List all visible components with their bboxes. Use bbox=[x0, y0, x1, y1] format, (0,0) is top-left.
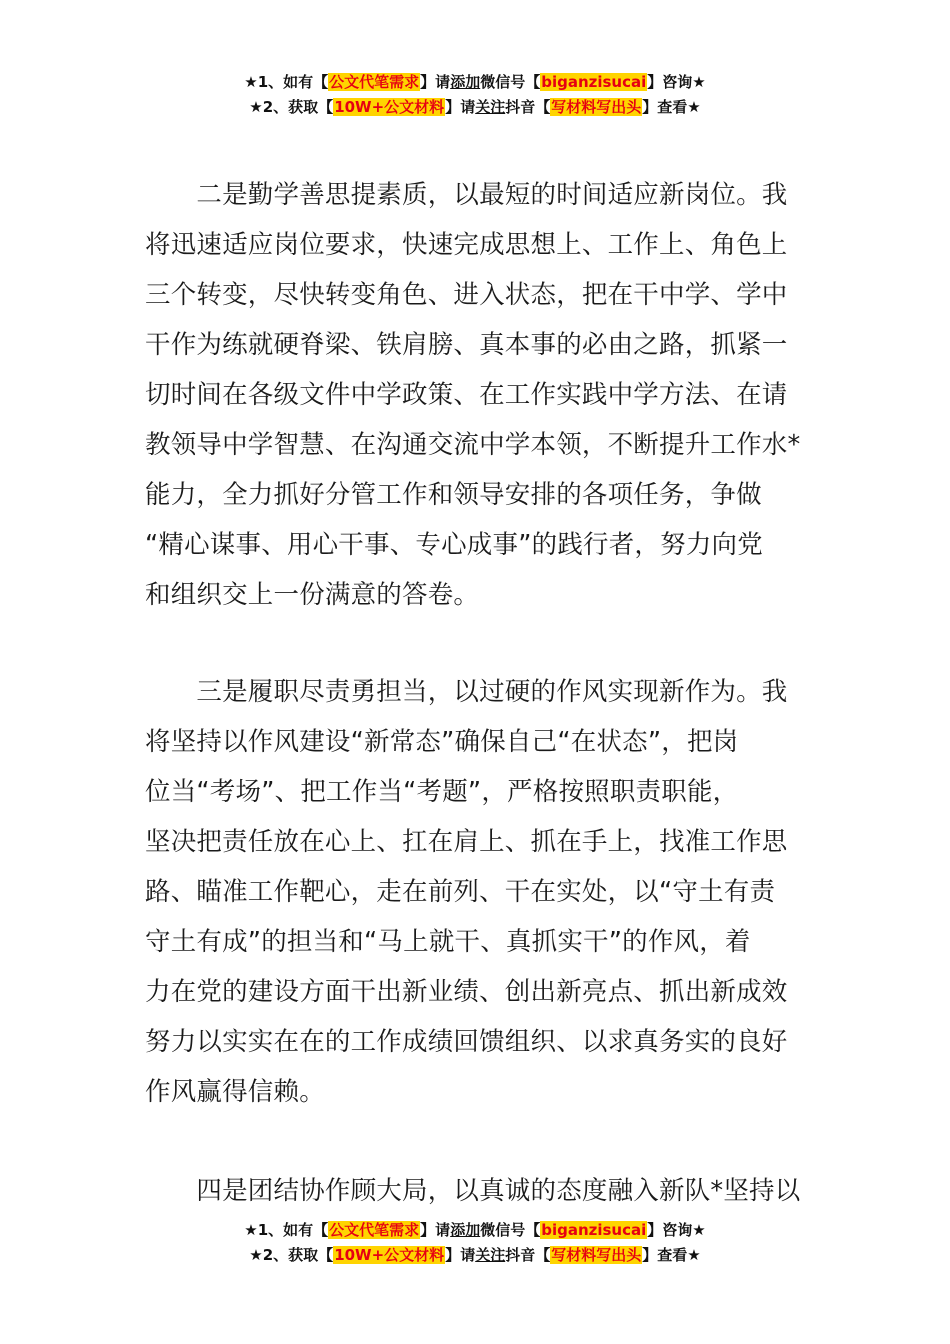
text-line: 将迅速适应岗位要求，快速完成思想上、工作上、角色上 bbox=[145, 230, 788, 260]
text-line: “精心谋事、用心干事、专心成事”的践行者，努力向党 bbox=[145, 530, 763, 560]
promo-highlight: biganzisucai bbox=[541, 1221, 647, 1239]
promo-text: 】查看★ bbox=[642, 98, 701, 116]
promo-line-1 bbox=[0, 1218, 950, 1243]
promo-highlight: 写材料写出头 bbox=[551, 1246, 642, 1264]
promo-text: ★2、获取【 bbox=[249, 1246, 334, 1264]
promo-line-1 bbox=[0, 70, 950, 95]
promo-text: 】请 bbox=[420, 1221, 451, 1239]
promo-text: 微信号【 bbox=[480, 73, 541, 91]
promo-text: 】咨询★ bbox=[647, 73, 706, 91]
promo-highlight: 写材料写出头 bbox=[551, 98, 642, 116]
body-paragraph-2 bbox=[145, 667, 810, 1117]
promo-underlined: 关注 bbox=[475, 1246, 506, 1264]
promo-text: 】请 bbox=[445, 98, 476, 116]
text-line: 守土有成”的担当和“马上就干、真抓实干”的作风，着 bbox=[145, 927, 751, 957]
promo-highlight: 公文代笔需求 bbox=[329, 73, 420, 91]
body-paragraph-3 bbox=[145, 1166, 810, 1216]
promo-line-2 bbox=[0, 1243, 950, 1268]
text-line: 二是勤学善思提素质，以最短的时间适应新岗位。我 bbox=[145, 180, 788, 210]
promo-text: 微信号【 bbox=[480, 1221, 541, 1239]
promo-highlight: biganzisucai bbox=[541, 73, 647, 91]
footer-promo-banner bbox=[0, 1218, 950, 1268]
promo-text: 抖音【 bbox=[505, 1246, 551, 1264]
body-paragraph-1 bbox=[145, 170, 810, 620]
promo-text: ★1、如有【 bbox=[244, 1221, 329, 1239]
text-line: 四是团结协作顾大局，以真诚的态度融入新队*坚持以 bbox=[145, 1176, 801, 1206]
promo-line-2 bbox=[0, 95, 950, 120]
promo-highlight: 公文代笔需求 bbox=[329, 1221, 420, 1239]
promo-underlined: 添加 bbox=[450, 1221, 481, 1239]
text-line: 将坚持以作风建设“新常态”确保自己“在状态”，把岗 bbox=[145, 727, 739, 757]
promo-highlight: 10W+公文材料 bbox=[334, 1246, 445, 1264]
promo-text: 】查看★ bbox=[642, 1246, 701, 1264]
text-line: 三个转变，尽快转变角色、进入状态，把在干中学、学中 bbox=[145, 280, 788, 310]
text-line: 坚决把责任放在心上、扛在肩上、抓在手上，找准工作思 bbox=[145, 827, 788, 857]
promo-text: 】请 bbox=[445, 1246, 476, 1264]
text-line: 路、瞄准工作靶心，走在前列、干在实处，以“守土有责 bbox=[145, 877, 776, 907]
promo-text: 】请 bbox=[420, 73, 451, 91]
promo-text: 抖音【 bbox=[505, 98, 551, 116]
text-line: 能力，全力抓好分管工作和领导安排的各项任务，争做 bbox=[145, 480, 762, 510]
text-line: 和组织交上一份满意的答卷。 bbox=[145, 580, 480, 610]
header-promo-banner bbox=[0, 70, 950, 120]
promo-highlight: 10W+公文材料 bbox=[334, 98, 445, 116]
text-line: 三是履职尽责勇担当，以过硬的作风实现新作为。我 bbox=[145, 677, 788, 707]
text-line: 力在党的建设方面干出新业绩、创出新亮点、抓出新成效 bbox=[145, 977, 788, 1007]
promo-text: 】咨询★ bbox=[647, 1221, 706, 1239]
text-line: 作风赢得信赖。 bbox=[145, 1077, 325, 1107]
text-line: 位当“考场”、把工作当“考题”，严格按照职责职能， bbox=[145, 777, 739, 807]
promo-text: ★2、获取【 bbox=[249, 98, 334, 116]
promo-underlined: 添加 bbox=[450, 73, 481, 91]
text-line: 努力以实实在在的工作成绩回馈组织、以求真务实的良好 bbox=[145, 1027, 788, 1057]
text-line: 切时间在各级文件中学政策、在工作实践中学方法、在请 bbox=[145, 380, 788, 410]
text-line: 教领导中学智慧、在沟通交流中学本领，不断提升工作水* bbox=[145, 430, 801, 460]
text-line: 干作为练就硬脊梁、铁肩膀、真本事的必由之路，抓紧一 bbox=[145, 330, 788, 360]
promo-text: ★1、如有【 bbox=[244, 73, 329, 91]
promo-underlined: 关注 bbox=[475, 98, 506, 116]
